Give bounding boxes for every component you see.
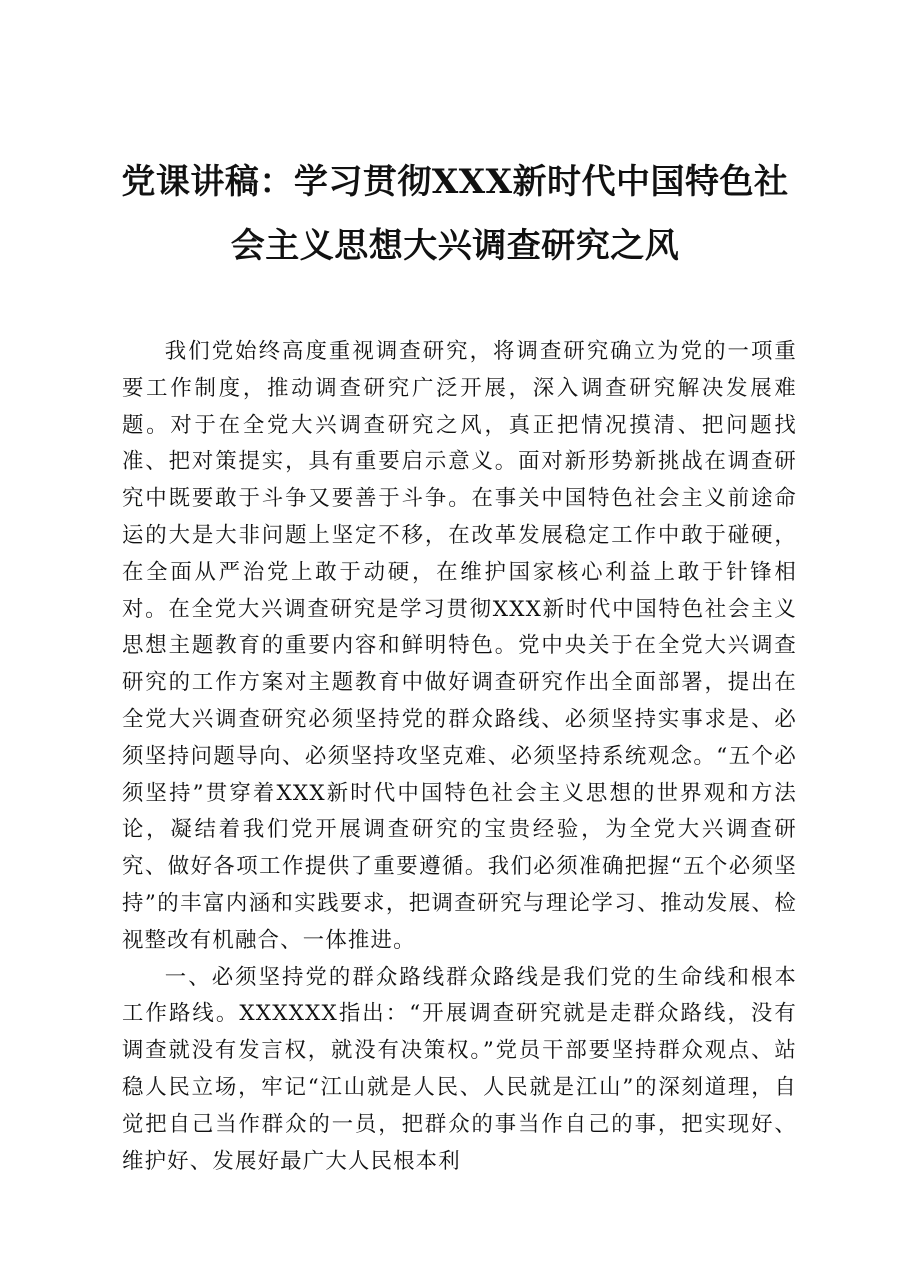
- document-title: 党课讲稿：学习贯彻XXX新时代中国特色社会主义思想大兴调查研究之风: [121, 162, 789, 266]
- document-body: [122, 334, 797, 1180]
- paragraph-2: 一、必须坚持党的群众路线群众路线是我们党的生命线和根本工作路线。XXXXXX指出：“开展调查研究就是走群众路线，没有调查就没有发言权，就没有决策权。”党员干部要坚持群众观点、站稳人民立场，牢记“江山就是人民、人民就是江山”的深刻道理，自觉把自己当作群众的一员，把群众的事当作自己的事，把实现好、维护好、发展好最广大人民根本利: [122, 964, 797, 1174]
- paragraph-1: 我们党始终高度重视调查研究，将调查研究确立为党的一项重要工作制度，推动调查研究广泛开展，深入调查研究解决发展难题。对于在全党大兴调查研究之风，真正把情况摸清、把问题找准、把对策提实，具有重要启示意义。面对新形势新挑战在调查研究中既要敢于斗争又要善于斗争。在事关中国特色社会主义前途命运的大是大非问题上坚定不移，在改革发展稳定工作中敢于碰硬，在全面从严治党上敢于动硬，在维护国家核心利益上敢于针锋相对。在全党大兴调查研究是学习贯彻XXX新时代中国特色社会主义思想主题教育的重要内容和鲜明特色。党中央关于在全党大兴调查研究的工作方案对主题教育中做好调查研究作出全面部署，提出在全党大兴调查研究必须坚持党的群众路线、必须坚持实事求是、必须坚持问题导向、必须坚持攻坚克难、必须坚持系统观念。“五个必须坚持”贯穿着XXX新时代中国特色社会主义思想的世界观和方法论，凝结着我们党开展调查研究的宝贵经验，为全党大兴调查研究、做好各项工作提供了重要遵循。我们必须准确把握“五个必须坚持”的丰富内涵和实践要求，把调查研究与理论学习、推动发展、检视整改有机融合、一体推进。: [122, 339, 797, 953]
